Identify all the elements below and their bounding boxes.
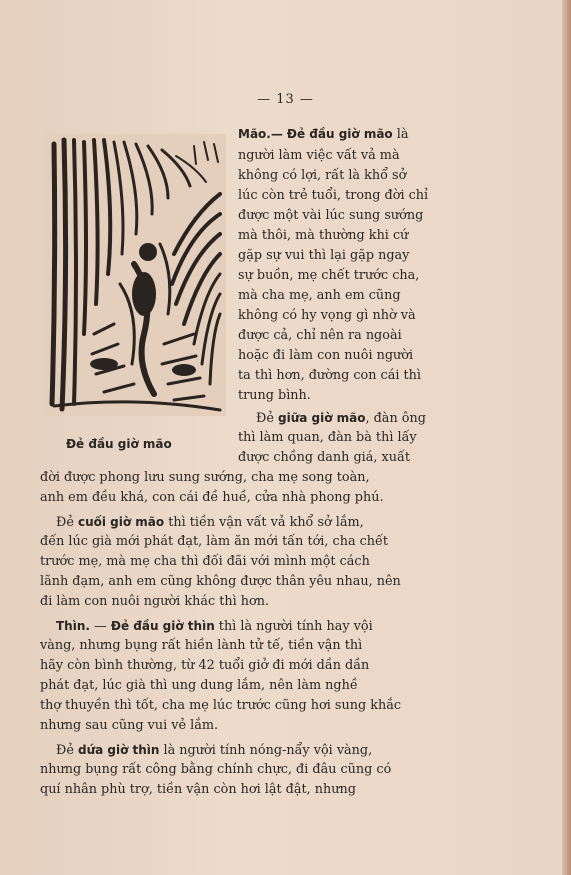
text-line: anh em đều khá, con cái đề huề, cửa nhà phong phú. <box>40 490 384 505</box>
text-line: quí nhân phù trợ, tiền vận còn hơi lật đật, nhưng <box>40 782 356 797</box>
text-line: thì làm quan, đàn bà thì lấy <box>238 430 417 445</box>
text-line: hãy còn bình thường, từ 42 tuổi giở đi mới dần dần <box>40 658 370 673</box>
text-line: nhưng bụng rất công bằng chính chực, đi đâu cũng có <box>40 762 392 777</box>
text-line: Đẻ giữa giờ mão, đàn ông <box>256 411 426 426</box>
page-number: — 13 — <box>257 92 314 107</box>
text-line: vàng, nhưng bụng rất hiền lành tử tế, tiền vận thì <box>40 638 363 653</box>
figure-caption: Đẻ đầu giờ mão <box>66 437 172 451</box>
text-line: Thìn. — Đẻ đầu giờ thìn thì là người tính hay vội <box>56 619 373 634</box>
text-line: trung bình. <box>238 388 311 403</box>
text-line: đến lúc già mới phát đạt, làm ăn mới tấn tới, cha chết <box>40 534 389 549</box>
text-line: nhưng sau cũng vui vẻ lắm. <box>40 718 219 733</box>
text-line: lúc còn trẻ tuổi, trong đời chỉ <box>238 188 429 203</box>
text-line: mà thôi, mà thường khi cứ <box>238 228 409 243</box>
text-line: hoặc đi làm con nuôi người <box>238 348 414 363</box>
text-line: Đẻ cuối giờ mão thì tiền vận vất vả khổ sở lắm, <box>56 515 364 530</box>
text-line: đi làm con nuôi người khác thì hơn. <box>40 594 270 609</box>
text-line: người làm việc vất vả mà <box>238 148 400 163</box>
text-line: không có hy vọng gì nhờ và <box>238 308 416 323</box>
text-line: phát đạt, lúc già thì ung dung lắm, nên làm nghề <box>40 678 358 693</box>
text-line: lãnh đạm, anh em cũng không được thân yêu nhau, nên <box>40 574 401 589</box>
text-line: được một vài lúc sung sướng <box>238 208 424 223</box>
text-line: được chồng danh giá, xuất <box>238 450 410 465</box>
text-line: mà cha mẹ, anh em cũng <box>238 288 401 303</box>
text-line: Đẻ dứa giờ thìn là người tính nóng-nẩy vội vàng, <box>56 743 373 758</box>
text-line: ta thì hơn, đường con cái thì <box>238 368 421 383</box>
text-line: trước mẹ, mà mẹ cha thì đối đãi với mình một cách <box>40 554 370 569</box>
text-line: không có lợi, rất là khổ sở <box>238 168 407 183</box>
text-line: Mão.— Đẻ đầu giờ mão là <box>238 127 409 142</box>
text-line: đời được phong lưu sung sướng, cha mẹ song toàn, <box>40 470 370 485</box>
text-line: thợ thuyền thì tốt, cha mẹ lúc trước cũng hơi sung khắc <box>40 698 401 713</box>
woodcut-illustration <box>44 134 226 416</box>
text-line: sự buồn, mẹ chết trước cha, <box>238 268 420 283</box>
text-line: được cả, chỉ nên ra ngoài <box>238 328 402 343</box>
text-line: gặp sự vui thì lại gặp ngay <box>238 248 410 263</box>
page-edge <box>562 0 571 875</box>
